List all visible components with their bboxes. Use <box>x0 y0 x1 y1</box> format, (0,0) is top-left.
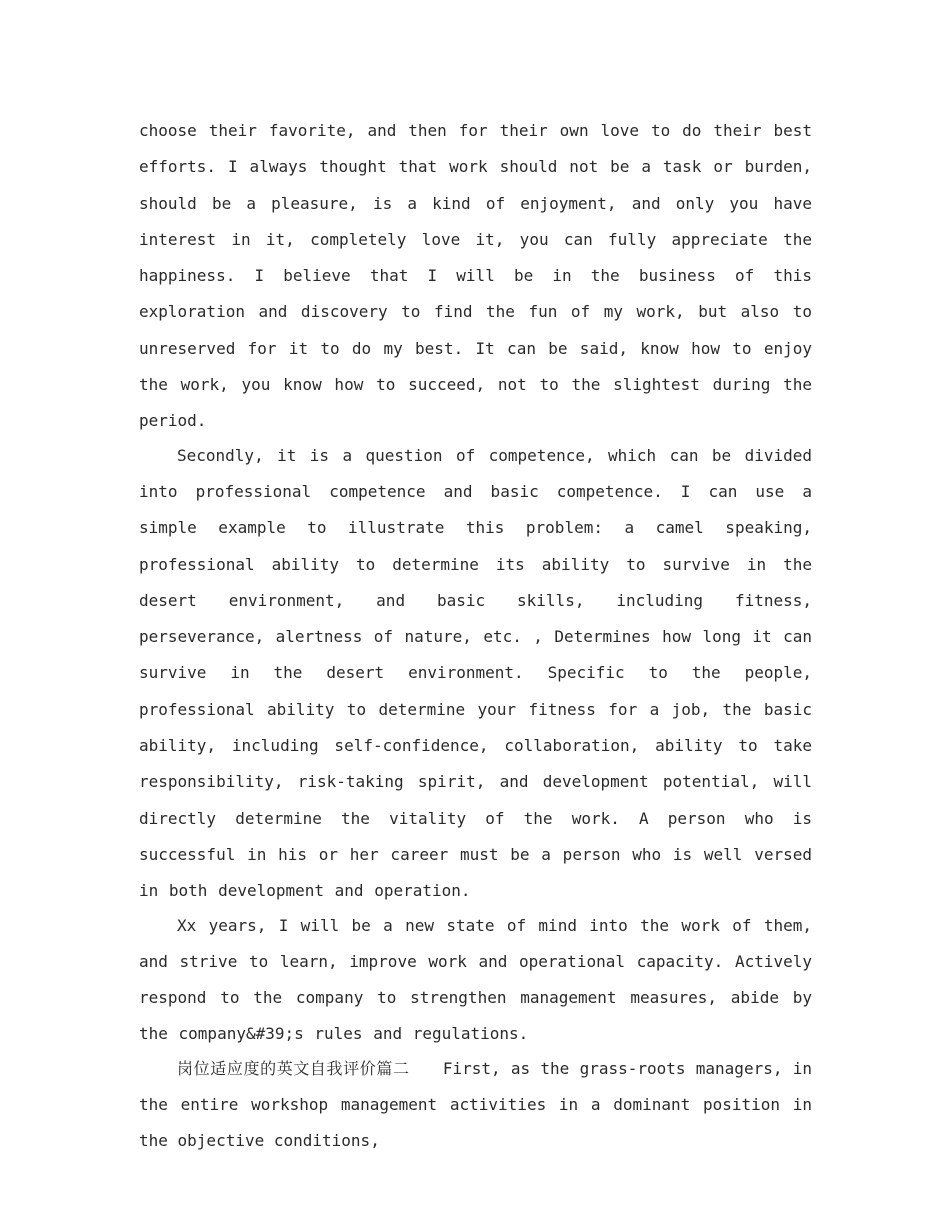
paragraph-3: Xx years, I will be a new state of mind into the work of them, and strive to learn, improve work and operational capacity. Actively respond to the company to strengthen management measures, abide by the company&#39;s rules and regulations. <box>139 915 812 1044</box>
paragraph-1: choose their favorite, and then for their own love to do their best efforts. I always thought that work should not be a task or burden, should be a pleasure, is a kind of enjoyment, and only you have interest in it, completely love it, you can fully appreciate the happiness. I believe that I will be in the business of this exploration and discovery to find the fun of my work, but also to unreserved for it to do my best. It can be said, know how to enjoy the work, you know how to succeed, not to the slightest during the period. <box>139 121 812 431</box>
paragraph-4: 岗位适应度的英文自我评价篇二 First, as the grass-roots managers, in the entire workshop management activities in a dominant position in the objective conditions, <box>139 1058 812 1151</box>
paragraph-2: Secondly, it is a question of competence, which can be divided into professional competence and basic competence. I can use a simple example to illustrate this problem: a camel speaking, professional ability to determine its ability to survive in the desert environment, and basic skills, including fitness, perseverance, alertness of nature, etc. , Determines how long it can survive in the desert environment. Specific to the people, professional ability to determine your fitness for a job, the basic ability, including self-confidence, collaboration, ability to take responsibility, risk-taking spirit, and development potential, will directly determine the vitality of the work. A person who is successful in his or her career must be a person who is well versed in both development and operation. <box>139 445 812 901</box>
document-body <box>139 113 812 1158</box>
